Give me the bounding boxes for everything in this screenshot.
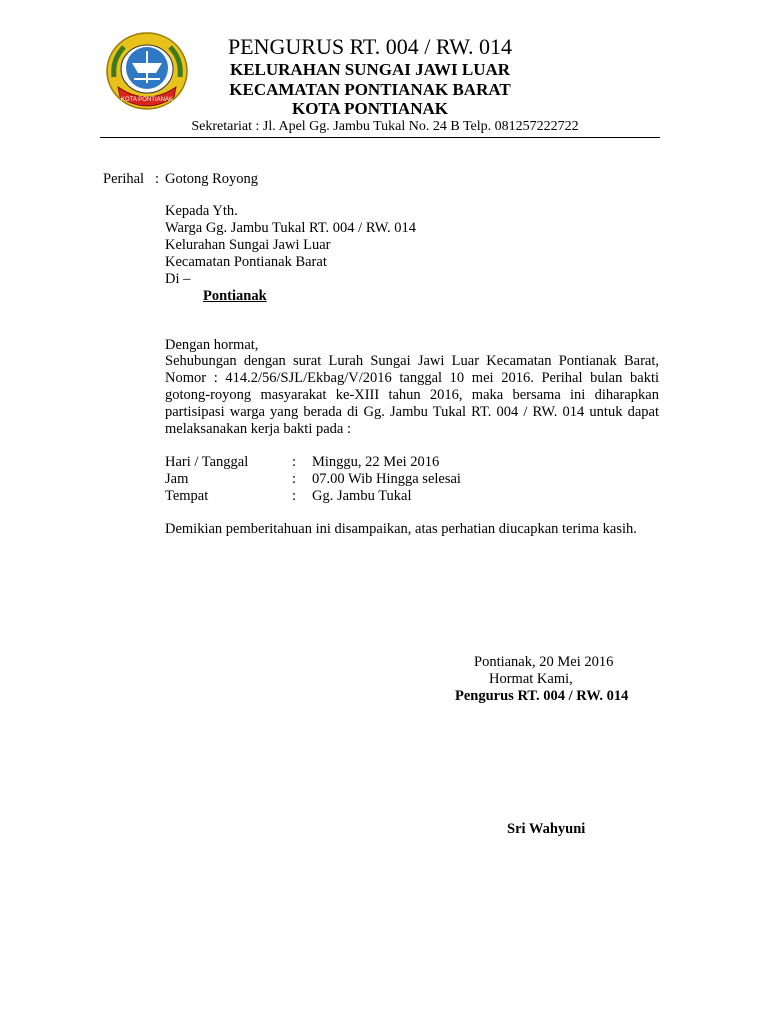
letterhead-org-title: PENGURUS RT. 004 / RW. 014 xyxy=(227,34,513,59)
body-paragraph: Sehubungan dengan surat Lurah Sungai Jawi Luar Kecamatan Pontianak Barat, Nomor : 414.2/56/SJL/Ekbag/V/2016 tanggal 10 mei 2016. Perihal bulan bakti gotong-royong masyarakat ke-XIII tahun 2016, maka bersama ini diharapkan partisipasi warga yang berada di Gg. Jambu Tukal RT. 004 / RW. 014 untuk dapat melaksanakan kerja bakti pada : xyxy=(165,353,659,437)
subject-label: Perihal xyxy=(103,171,145,187)
detail-value: 07.00 Wib Hingga selesai xyxy=(312,471,461,487)
detail-value: Minggu, 22 Mei 2016 xyxy=(312,454,440,470)
detail-separator: : xyxy=(292,454,297,470)
detail-label: Tempat xyxy=(165,488,209,504)
subject-value: Gotong Royong xyxy=(165,171,259,187)
logo-ribbon-text: KOTA PONTIANAK xyxy=(121,97,173,103)
closing-paragraph: Demikian pemberitahuan ini disampaikan, atas perhatian diucapkan terima kasih. xyxy=(165,521,637,537)
city-emblem-logo xyxy=(104,29,190,115)
signature-org: Pengurus RT. 004 / RW. 014 xyxy=(455,688,629,704)
recipient-line: Kecamatan Pontianak Barat xyxy=(165,254,327,270)
detail-separator: : xyxy=(292,471,297,487)
recipient-line: Di – xyxy=(165,271,191,287)
recipient-line: Warga Gg. Jambu Tukal RT. 004 / RW. 014 xyxy=(165,220,417,236)
detail-separator: : xyxy=(292,488,297,504)
recipient-line: Kepada Yth. xyxy=(165,203,238,219)
signature-place-date: Pontianak, 20 Mei 2016 xyxy=(474,654,614,670)
signature-regards: Hormat Kami, xyxy=(489,671,573,687)
greeting: Dengan hormat, xyxy=(165,337,259,353)
recipient-line: Kelurahan Sungai Jawi Luar xyxy=(165,237,331,253)
recipient-city: Pontianak xyxy=(203,288,267,304)
letterhead-divider xyxy=(100,137,660,138)
detail-label: Jam xyxy=(165,471,189,487)
subject-separator: : xyxy=(155,171,160,187)
letterhead-secretariat: Sekretariat : Jl. Apel Gg. Jambu Tukal No. 24 B Telp. 081257222722 xyxy=(191,119,579,134)
detail-label: Hari / Tanggal xyxy=(165,454,249,470)
signature-name: Sri Wahyuni xyxy=(507,821,586,837)
letterhead-kota: KOTA PONTIANAK xyxy=(291,99,448,118)
detail-value: Gg. Jambu Tukal xyxy=(312,488,412,504)
letterhead-kelurahan: KELURAHAN SUNGAI JAWI LUAR xyxy=(229,60,511,79)
letterhead-kecamatan: KECAMATAN PONTIANAK BARAT xyxy=(229,80,511,99)
